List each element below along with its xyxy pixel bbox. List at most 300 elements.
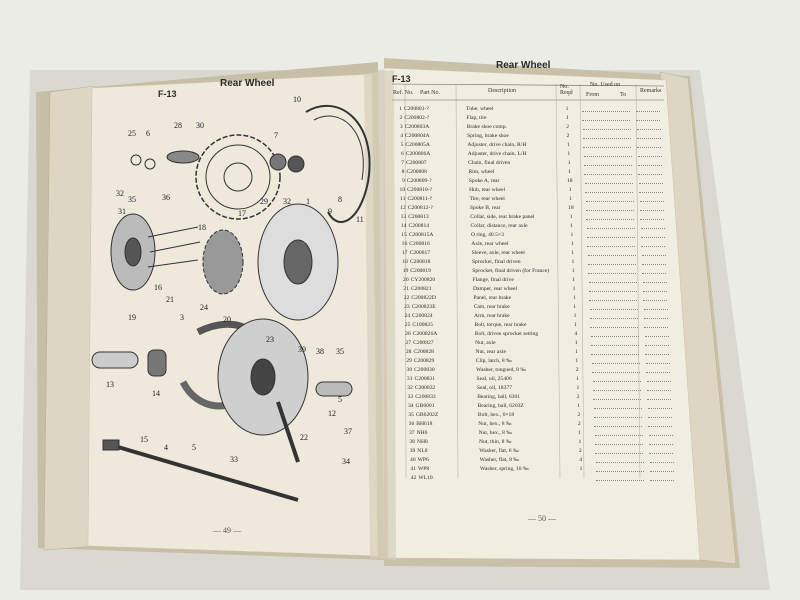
part-number: C200833 — [415, 394, 436, 400]
ref-number: 23 — [404, 304, 410, 310]
part-description: Nut, hex., 8 ‰ — [478, 430, 512, 436]
ref-number: 7 — [401, 160, 405, 166]
dotted-leader — [643, 300, 667, 301]
quantity-required: 1 — [566, 142, 570, 148]
part-number: WP6 — [417, 457, 429, 463]
ref-number: 36 — [408, 421, 415, 427]
dotted-leader — [646, 363, 670, 364]
svg-text:28: 28 — [174, 121, 182, 130]
part-description: Hub, rear wheel — [469, 187, 506, 193]
part-description: Axle, rear wheel — [471, 241, 509, 247]
right-page-number: — 50 — — [528, 514, 556, 523]
quantity-required: 1 — [578, 439, 582, 445]
svg-text:19: 19 — [128, 313, 136, 322]
part-number: C200821 — [411, 286, 432, 292]
svg-text:11: 11 — [356, 215, 364, 224]
dotted-leader — [587, 237, 635, 238]
dotted-leader — [646, 372, 670, 373]
dotted-leader — [586, 201, 634, 202]
part-number: BH618 — [416, 421, 433, 427]
quantity-required: 2 — [577, 421, 581, 427]
ref-number: 30 — [406, 367, 413, 373]
quantity-required: 1 — [565, 115, 569, 121]
part-description: Seal, oil, 18377 — [476, 385, 512, 391]
part-number: C200809-? — [406, 178, 432, 184]
part-description: Bearing, ball, 6203Z — [477, 403, 524, 409]
svg-text:10: 10 — [293, 95, 301, 104]
dotted-leader — [650, 462, 674, 463]
svg-text:29: 29 — [260, 197, 268, 206]
svg-text:5: 5 — [338, 395, 342, 404]
dotted-leader — [641, 246, 665, 247]
ref-number: 8 — [401, 169, 405, 175]
quantity-required: 1 — [575, 349, 578, 355]
dotted-leader — [589, 300, 637, 301]
quantity-required: 4 — [574, 331, 578, 337]
ref-number: 42 — [410, 475, 417, 481]
svg-text:22: 22 — [300, 433, 308, 442]
part-description: Collar, side, rear brake panel — [470, 214, 535, 220]
part-description: Collar, distance, rear axle — [470, 223, 528, 229]
dotted-leader — [650, 480, 674, 481]
quantity-required: 1 — [568, 169, 571, 175]
svg-text:17: 17 — [238, 209, 246, 218]
ref-number: 20 — [403, 277, 409, 283]
svg-text:33: 33 — [230, 455, 238, 464]
part-description: Damper, rear wheel — [473, 286, 518, 292]
ref-number: 33 — [407, 394, 414, 400]
svg-text:5: 5 — [192, 443, 196, 452]
dotted-leader — [591, 354, 639, 355]
quantity-required: 1 — [570, 232, 574, 238]
dotted-leader — [643, 282, 667, 283]
part-number: C200815A — [408, 232, 434, 238]
ref-number: 29 — [406, 358, 412, 364]
dotted-leader — [639, 192, 663, 193]
part-number: C200831 — [414, 376, 436, 382]
ref-number: 15 — [401, 232, 407, 238]
col-ref: Ref. No. — [393, 90, 414, 96]
svg-text:7: 7 — [274, 131, 278, 140]
quantity-required: 4 — [579, 457, 583, 463]
svg-text:6: 6 — [146, 129, 150, 138]
ref-number: 21 — [403, 286, 409, 292]
dotted-leader — [586, 219, 634, 220]
part-number: C200816 — [409, 241, 430, 247]
svg-text:15: 15 — [140, 435, 148, 444]
dotted-leader — [582, 111, 630, 112]
quantity-required: 1 — [570, 223, 573, 229]
col-to: To — [620, 92, 627, 98]
dotted-leader — [645, 345, 669, 346]
quantity-required: 1 — [574, 340, 578, 346]
svg-text:8: 8 — [338, 195, 342, 204]
dotted-leader — [642, 264, 666, 265]
ref-number: 5 — [400, 142, 404, 148]
part-description: Bolt, driven sprocket setting — [474, 331, 539, 337]
part-number: GB6001 — [415, 403, 435, 409]
part-number: WP8 — [418, 466, 430, 472]
part-description: Bolt, hex., 6×18 — [477, 412, 515, 418]
part-description: Washer, tongued, 8 ‰ — [476, 367, 526, 373]
part-description: Sleeve, axle, rear wheel — [471, 250, 525, 256]
quantity-required: 18 — [568, 205, 574, 211]
dotted-leader — [649, 453, 673, 454]
part-description: Nut, rear axle — [475, 349, 507, 355]
part-description: Rim, wheel — [468, 169, 495, 175]
quantity-required: 1 — [567, 160, 571, 166]
quantity-required: 1 — [571, 259, 575, 265]
svg-text:9: 9 — [328, 207, 332, 216]
part-description: Seal, oil, 25406 — [476, 376, 512, 382]
part-description: Washer, flat, 8 ‰ — [479, 457, 519, 463]
svg-text:36: 36 — [162, 193, 170, 202]
dotted-leader — [648, 417, 672, 418]
part-description: O ring, 40.5×3 — [470, 232, 504, 238]
dotted-leader — [594, 426, 642, 427]
dotted-leader — [596, 480, 644, 481]
part-description: Brake shoe comp. — [466, 124, 507, 130]
dotted-leader — [636, 120, 660, 121]
dotted-leader — [583, 138, 631, 139]
dotted-leader — [639, 183, 663, 184]
col-remarks: Remarks — [640, 88, 662, 94]
part-number: WL10 — [418, 475, 433, 481]
exploded-parts-diagram — [88, 92, 388, 517]
svg-text:39: 39 — [298, 345, 306, 354]
dotted-leader — [593, 390, 641, 391]
part-number: C200810-? — [407, 187, 432, 193]
ref-number: 17 — [402, 250, 408, 256]
dotted-leader — [591, 345, 639, 346]
dotted-leader — [645, 336, 669, 337]
part-number: CY200820 — [410, 277, 436, 283]
part-description: Flange, final drive — [472, 277, 514, 283]
dotted-leader — [649, 435, 673, 436]
col-used-on: No. Used on — [590, 82, 621, 88]
ref-number: 37 — [409, 430, 415, 436]
ref-number: 26 — [405, 331, 411, 337]
dotted-leader — [593, 399, 641, 400]
svg-text:24: 24 — [200, 303, 208, 312]
part-number: C200806A — [405, 151, 431, 157]
part-description: Spoke A, rear — [468, 178, 500, 184]
dotted-leader — [583, 147, 631, 148]
ref-number: 4 — [400, 133, 404, 139]
dotted-leader — [640, 201, 664, 202]
dotted-leader — [595, 435, 643, 436]
svg-text:32: 32 — [283, 197, 291, 206]
svg-text:16: 16 — [154, 283, 162, 292]
dotted-leader — [585, 192, 633, 193]
quantity-required: 1 — [573, 322, 577, 328]
part-number: C200804A — [405, 133, 430, 139]
quantity-required: 18 — [567, 178, 573, 184]
part-number: C200807 — [406, 160, 427, 166]
right-page-title: Rear Wheel — [496, 60, 551, 71]
part-number: C200808 — [406, 169, 427, 175]
dotted-leader — [647, 381, 671, 382]
quantity-required: 1 — [579, 466, 583, 472]
ref-number: 13 — [400, 214, 407, 220]
ref-number: 25 — [404, 322, 411, 328]
part-description: Bearing, ball, 6301 — [477, 394, 521, 400]
dotted-leader — [595, 444, 643, 445]
quantity-required: 1 — [578, 430, 581, 436]
dotted-leader — [593, 381, 641, 382]
col-part-no: Part No. — [420, 90, 440, 96]
dotted-leader — [585, 183, 633, 184]
dotted-leader — [638, 174, 662, 175]
quantity-required: 1 — [576, 385, 580, 391]
dotted-leader — [638, 165, 662, 166]
ref-number: 27 — [405, 340, 412, 346]
part-description: Adjuster, drive chain, L/H — [467, 151, 527, 157]
left-page-number: — 49 — — [213, 526, 241, 535]
quantity-required: 1 — [570, 241, 574, 247]
dotted-leader — [641, 237, 665, 238]
part-description: Chain, final driven — [468, 160, 511, 166]
dotted-leader — [644, 309, 668, 310]
part-number: C200819 — [410, 268, 431, 274]
ref-number: 34 — [407, 403, 414, 409]
dotted-leader — [637, 129, 661, 130]
quantity-required: 2 — [577, 412, 581, 418]
quantity-required: 2 — [575, 367, 579, 373]
part-description: Nut, thin, 8 ‰ — [478, 439, 512, 445]
part-description: Washer, spring, 10 ‰ — [480, 466, 529, 472]
part-number: C200802-? — [404, 115, 430, 121]
ref-number: 16 — [401, 241, 408, 247]
part-description: Bolt, torque, rear brake — [474, 322, 527, 328]
quantity-required: 2 — [566, 133, 570, 139]
dotted-leader — [584, 174, 632, 175]
part-number: NH8 — [416, 439, 428, 445]
dotted-leader — [642, 255, 666, 256]
part-description: Tube, wheel — [466, 106, 494, 112]
part-number: C200814 — [408, 223, 430, 229]
quantity-required: 1 — [565, 106, 569, 112]
svg-text:12: 12 — [328, 409, 336, 418]
part-number: C200811-? — [407, 196, 433, 202]
ref-number: 2 — [399, 115, 403, 121]
ref-number: 31 — [406, 376, 413, 382]
ref-number: 39 — [409, 448, 416, 454]
svg-text:14: 14 — [152, 389, 160, 398]
part-number: C200803A — [404, 124, 430, 130]
dotted-leader — [587, 228, 635, 229]
dotted-leader — [638, 156, 662, 157]
part-number: NL8 — [417, 448, 428, 454]
dotted-leader — [642, 273, 666, 274]
part-number: C100825 — [412, 322, 433, 328]
dotted-leader — [643, 291, 667, 292]
dotted-leader — [596, 462, 644, 463]
dotted-leader — [641, 228, 665, 229]
dotted-leader — [644, 327, 668, 328]
quantity-required: 1 — [572, 295, 576, 301]
ref-number: 6 — [400, 151, 404, 157]
dotted-leader — [590, 309, 638, 310]
part-description: Nut, axle — [475, 340, 496, 346]
ref-number: 28 — [405, 349, 412, 355]
dotted-leader — [650, 471, 674, 472]
part-number: C200830 — [414, 367, 435, 373]
svg-text:13: 13 — [106, 380, 114, 389]
part-number: C200805A — [405, 142, 430, 148]
svg-text:32: 32 — [116, 189, 124, 198]
svg-text:1: 1 — [306, 197, 310, 206]
quantity-required: 1 — [572, 286, 576, 292]
svg-text:31: 31 — [118, 207, 126, 216]
dotted-leader — [637, 147, 661, 148]
col-description: Description — [488, 88, 516, 94]
ref-number: 1 — [399, 106, 402, 112]
dotted-leader — [594, 408, 642, 409]
dotted-leader — [589, 291, 637, 292]
part-number: C200824 — [412, 313, 433, 319]
quantity-required: 1 — [569, 196, 572, 202]
dotted-leader — [591, 336, 639, 337]
dotted-leader — [592, 372, 640, 373]
ref-number: 41 — [410, 466, 416, 472]
part-description: Arm, rear brake — [474, 313, 510, 319]
quantity-required: 1 — [577, 403, 580, 409]
svg-text:35: 35 — [128, 195, 136, 204]
part-description: Sprocket, final driven — [471, 259, 521, 265]
dotted-leader — [588, 264, 636, 265]
dotted-leader — [640, 219, 664, 220]
part-description: Nut, hex., 8 ‰ — [478, 421, 512, 427]
quantity-required: 1 — [567, 151, 571, 157]
ref-number: 12 — [400, 205, 406, 211]
quantity-required: 1 — [568, 187, 572, 193]
left-section-code: F-13 — [158, 89, 177, 99]
part-number: NH6 — [416, 430, 428, 436]
dotted-leader — [586, 210, 634, 211]
svg-text:23: 23 — [266, 335, 274, 344]
quantity-required: 2 — [578, 448, 582, 454]
col-qty: No. Reqd — [560, 84, 573, 96]
svg-text:30: 30 — [196, 121, 204, 130]
dotted-leader — [588, 273, 636, 274]
svg-text:34: 34 — [342, 457, 350, 466]
quantity-required: 1 — [571, 268, 575, 274]
dotted-leader — [587, 246, 635, 247]
svg-text:4: 4 — [164, 443, 168, 452]
right-section-code: F-13 — [392, 74, 411, 84]
left-page-title: Rear Wheel — [220, 78, 275, 89]
part-description: Flap, tire — [466, 115, 487, 121]
part-description: Cam, rear brake — [473, 304, 510, 310]
part-description: Sprocket, final driven (for France) — [472, 268, 550, 274]
ref-number: 19 — [402, 268, 409, 274]
part-number: C200818 — [409, 259, 431, 265]
part-number: C200812-? — [407, 205, 433, 211]
part-description: Washer, flat, 6 ‰ — [479, 448, 519, 454]
dotted-leader — [647, 399, 671, 400]
ref-number: 18 — [402, 259, 408, 265]
svg-text:3: 3 — [180, 313, 184, 322]
ref-number: 22 — [403, 295, 410, 301]
part-number: C200829 — [413, 358, 435, 364]
dotted-leader — [648, 426, 672, 427]
part-description: Spoke B, rear — [469, 205, 501, 211]
part-number: C200826A — [412, 331, 438, 337]
part-number: C200817 — [409, 250, 431, 256]
ref-number: 14 — [400, 223, 407, 229]
quantity-required: 1 — [575, 358, 579, 364]
quantity-required: 1 — [569, 214, 573, 220]
part-number: C200823E — [411, 304, 436, 310]
part-description: Clip, latch, 8 ‰ — [475, 358, 512, 364]
part-number: C200832 — [414, 385, 436, 391]
dotted-leader — [584, 165, 632, 166]
part-number: C200827 — [413, 340, 434, 346]
quantity-required: 2 — [566, 124, 570, 130]
ref-number: 10 — [399, 187, 406, 193]
ref-number: 35 — [408, 412, 414, 418]
dotted-leader — [640, 210, 664, 211]
dotted-leader — [584, 156, 632, 157]
dotted-leader — [644, 318, 668, 319]
ref-number: 9 — [402, 178, 405, 184]
quantity-required: 1 — [571, 250, 574, 256]
svg-text:18: 18 — [198, 223, 206, 232]
part-number: GB6202Z — [415, 412, 439, 418]
dotted-leader — [647, 390, 671, 391]
ref-number: 11 — [400, 196, 406, 202]
dotted-leader — [637, 138, 661, 139]
dotted-leader — [649, 444, 673, 445]
svg-text:38: 38 — [316, 347, 324, 356]
quantity-required: 2 — [576, 394, 580, 400]
part-description: Panel, rear brake — [473, 295, 512, 301]
part-description: Tire, rear wheel — [469, 196, 505, 202]
quantity-required: 1 — [572, 277, 576, 283]
dotted-leader — [589, 282, 637, 283]
svg-text:25: 25 — [128, 129, 136, 138]
dotted-leader — [590, 327, 638, 328]
part-number: C200822D — [411, 295, 436, 301]
part-number: C200801-? — [404, 106, 429, 112]
dotted-leader — [592, 363, 640, 364]
part-number: C200828 — [413, 349, 434, 355]
dotted-leader — [583, 129, 631, 130]
ref-number: 24 — [404, 313, 411, 319]
ref-number: 32 — [407, 385, 413, 391]
part-number: C200813 — [408, 214, 429, 220]
col-from: From — [586, 92, 600, 98]
dotted-leader — [590, 318, 638, 319]
quantity-required: 1 — [573, 304, 577, 310]
ref-number: 40 — [410, 457, 416, 463]
dotted-leader — [588, 255, 636, 256]
table-row — [406, 473, 676, 483]
svg-text:20: 20 — [223, 315, 231, 324]
ref-number: 38 — [409, 439, 415, 445]
dotted-leader — [596, 471, 644, 472]
dotted-leader — [645, 354, 669, 355]
ref-number: 3 — [399, 124, 403, 130]
dotted-leader — [582, 120, 630, 121]
dotted-leader — [594, 417, 642, 418]
dotted-leader — [648, 408, 672, 409]
quantity-required: 1 — [576, 376, 579, 382]
dotted-leader — [636, 111, 660, 112]
svg-text:35: 35 — [336, 347, 344, 356]
part-description: Spring, brake shoe — [467, 133, 509, 139]
